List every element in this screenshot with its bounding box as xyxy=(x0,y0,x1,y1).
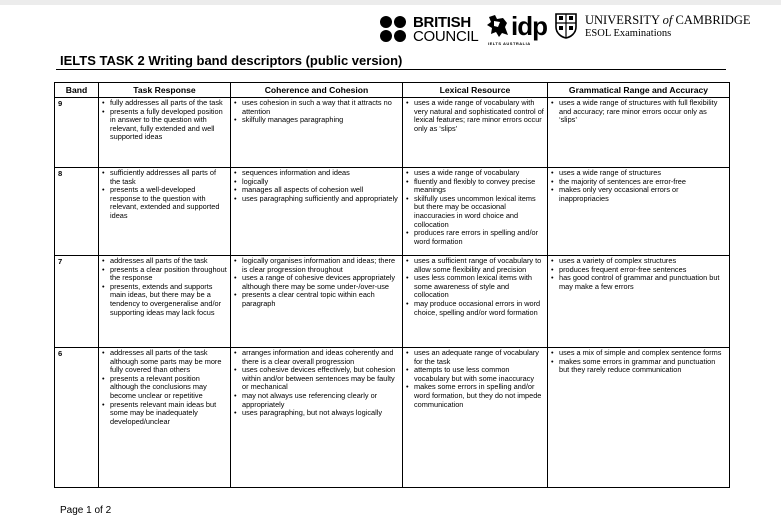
descriptor-item: • presents a well-developed response to the question with relevant, extended and supported ideas xyxy=(102,186,227,220)
idp-kangaroo-icon xyxy=(485,13,509,39)
descriptor-item: • uses paragraphing, but not always logically xyxy=(234,409,399,418)
descriptor-item: • presents relevant main ideas but some may be inadequately developed/unclear xyxy=(102,401,227,427)
descriptor-item: • skilfully uses uncommon lexical items but there may be occasional inaccuracies in word choice and collocation xyxy=(406,195,544,229)
lexical-cell xyxy=(403,98,548,168)
descriptor-item: • addresses all parts of the task although some parts may be more fully covered than others xyxy=(102,349,227,375)
task-response-list xyxy=(99,98,230,142)
idp-subtext: IELTS AUSTRALIA xyxy=(488,41,531,46)
british-council-line2: COUNCIL xyxy=(413,28,479,45)
viewer-top-bar xyxy=(0,0,781,5)
descriptor-item: • uses a sufficient range of vocabulary to allow some flexibility and precision xyxy=(406,257,544,274)
descriptor-item: • uses less common lexical items with some awareness of style and collocation xyxy=(406,274,544,300)
descriptor-item: • makes some errors in grammar and punctuation but they rarely reduce communication xyxy=(551,358,726,375)
descriptor-item: • produces frequent error-free sentences xyxy=(551,266,726,275)
coherence-list xyxy=(231,98,402,125)
descriptor-item: • fully addresses all parts of the task xyxy=(102,99,227,108)
grammar-cell xyxy=(548,98,730,168)
band-score: 7 xyxy=(55,256,99,348)
descriptor-item: • logically xyxy=(234,178,399,187)
table-header-row xyxy=(55,83,730,98)
coherence-list xyxy=(231,256,402,309)
title-divider xyxy=(56,69,726,70)
descriptor-item: • makes only very occasional errors or inappropriacies xyxy=(551,186,726,203)
descriptor-item: • presents a clear position throughout the response xyxy=(102,266,227,283)
descriptor-item: • fluently and flexibly to convey precise meanings xyxy=(406,178,544,195)
task-response-cell xyxy=(99,168,231,256)
cambridge-line1: UNIVERSITY of CAMBRIDGE xyxy=(585,13,751,27)
header-band: Band xyxy=(55,83,99,98)
descriptor-item: • may not always use referencing clearly or appropriately xyxy=(234,392,399,409)
british-council-line1: BRITISH xyxy=(413,14,471,31)
descriptor-item: • presents, extends and supports main ideas, but there may be a tendency to overgeneralise and/or supporting ideas may lack focus xyxy=(102,283,227,317)
task-response-cell xyxy=(99,98,231,168)
descriptor-item: • uses cohesion in such a way that it attracts no attention xyxy=(234,99,399,116)
band-score: 8 xyxy=(55,168,99,256)
cambridge-crest-icon xyxy=(555,13,577,39)
coherence-cell xyxy=(231,348,403,488)
descriptor-item: • uses a mix of simple and complex sentence forms xyxy=(551,349,726,358)
descriptor-item: • attempts to use less common vocabulary but with some inaccuracy xyxy=(406,366,544,383)
task-response-list xyxy=(99,168,230,221)
header-grammatical-range: Grammatical Range and Accuracy xyxy=(548,83,730,98)
descriptor-item: • addresses all parts of the task xyxy=(102,257,227,266)
coherence-list xyxy=(231,348,402,418)
lexical-cell xyxy=(403,168,548,256)
task-response-cell xyxy=(99,348,231,488)
grammar-list xyxy=(548,98,729,125)
british-council-dots-icon xyxy=(380,16,408,44)
descriptor-item: • presents a clear central topic within each paragraph xyxy=(234,291,399,308)
task-response-cell xyxy=(99,256,231,348)
page-number: Page 1 of 2 xyxy=(60,505,112,516)
descriptor-item: • manages all aspects of cohesion well xyxy=(234,186,399,195)
band-score: 9 xyxy=(55,98,99,168)
idp-wordmark: idp xyxy=(511,11,547,41)
descriptor-item: • uses cohesive devices effectively, but cohesion within and/or between sentences may be faulty or mechanical xyxy=(234,366,399,392)
descriptor-item: • produces rare errors in spelling and/or word formation xyxy=(406,229,544,246)
lexical-list xyxy=(403,256,547,317)
descriptor-item: • uses a wide range of structures with full flexibility and accuracy; rare minor errors occur only as ‘slips’ xyxy=(551,99,726,125)
lexical-list xyxy=(403,98,547,133)
descriptor-item: • presents a fully developed position in answer to the question with relevant, fully extended and well supported ideas xyxy=(102,108,227,142)
grammar-cell xyxy=(548,348,730,488)
descriptor-item: • uses an adequate range of vocabulary for the task xyxy=(406,349,544,366)
band-score: 6 xyxy=(55,348,99,488)
descriptor-item: • skilfully manages paragraphing xyxy=(234,116,399,125)
coherence-cell xyxy=(231,98,403,168)
cambridge-line2: ESOL Examinations xyxy=(585,28,672,39)
lexical-list xyxy=(403,168,547,246)
coherence-cell xyxy=(231,256,403,348)
descriptor-item: • may produce occasional errors in word choice, spelling and/or word formation xyxy=(406,300,544,317)
descriptor-item: • makes some errors in spelling and/or word formation, but they do not impede communication xyxy=(406,383,544,409)
descriptor-item: • uses a wide range of vocabulary xyxy=(406,169,544,178)
lexical-cell xyxy=(403,256,548,348)
descriptor-item: • presents a relevant position although the conclusions may become unclear or repetitive xyxy=(102,375,227,401)
table-row xyxy=(55,98,730,168)
header-lexical-resource: Lexical Resource xyxy=(403,83,548,98)
descriptor-item: • sequences information and ideas xyxy=(234,169,399,178)
descriptor-item: • sufficiently addresses all parts of the task xyxy=(102,169,227,186)
descriptor-item: • uses a range of cohesive devices appropriately although there may be some under-/over-use xyxy=(234,274,399,291)
grammar-cell xyxy=(548,168,730,256)
band-descriptors-table xyxy=(54,82,730,488)
grammar-list xyxy=(548,256,729,291)
task-response-list xyxy=(99,348,230,426)
table-row xyxy=(55,168,730,256)
table-row xyxy=(55,256,730,348)
grammar-list xyxy=(548,168,729,203)
header-task-response: Task Response xyxy=(99,83,231,98)
coherence-cell xyxy=(231,168,403,256)
descriptor-item: • the majority of sentences are error-free xyxy=(551,178,726,187)
descriptor-item: • has good control of grammar and punctuation but may make a few errors xyxy=(551,274,726,291)
document-title: IELTS TASK 2 Writing band descriptors (public version) xyxy=(60,53,403,68)
table-row xyxy=(55,348,730,488)
lexical-cell xyxy=(403,348,548,488)
lexical-list xyxy=(403,348,547,409)
british-council-logo xyxy=(380,14,478,46)
descriptor-item: • uses a wide range of structures xyxy=(551,169,726,178)
descriptor-item: • logically organises information and ideas; there is clear progression throughout xyxy=(234,257,399,274)
descriptor-item: • uses a variety of complex structures xyxy=(551,257,726,266)
grammar-list xyxy=(548,348,729,375)
coherence-list xyxy=(231,168,402,203)
descriptor-item: • arranges information and ideas coherently and there is a clear overall progression xyxy=(234,349,399,366)
grammar-cell xyxy=(548,256,730,348)
idp-logo xyxy=(485,13,547,47)
descriptor-item: • uses a wide range of vocabulary with very natural and sophisticated control of lexical features; rare minor errors occur only as ‘slips’ xyxy=(406,99,544,133)
cambridge-esol-logo xyxy=(555,13,751,41)
descriptor-item: • uses paragraphing sufficiently and appropriately xyxy=(234,195,399,204)
header-coherence-cohesion: Coherence and Cohesion xyxy=(231,83,403,98)
task-response-list xyxy=(99,256,230,317)
